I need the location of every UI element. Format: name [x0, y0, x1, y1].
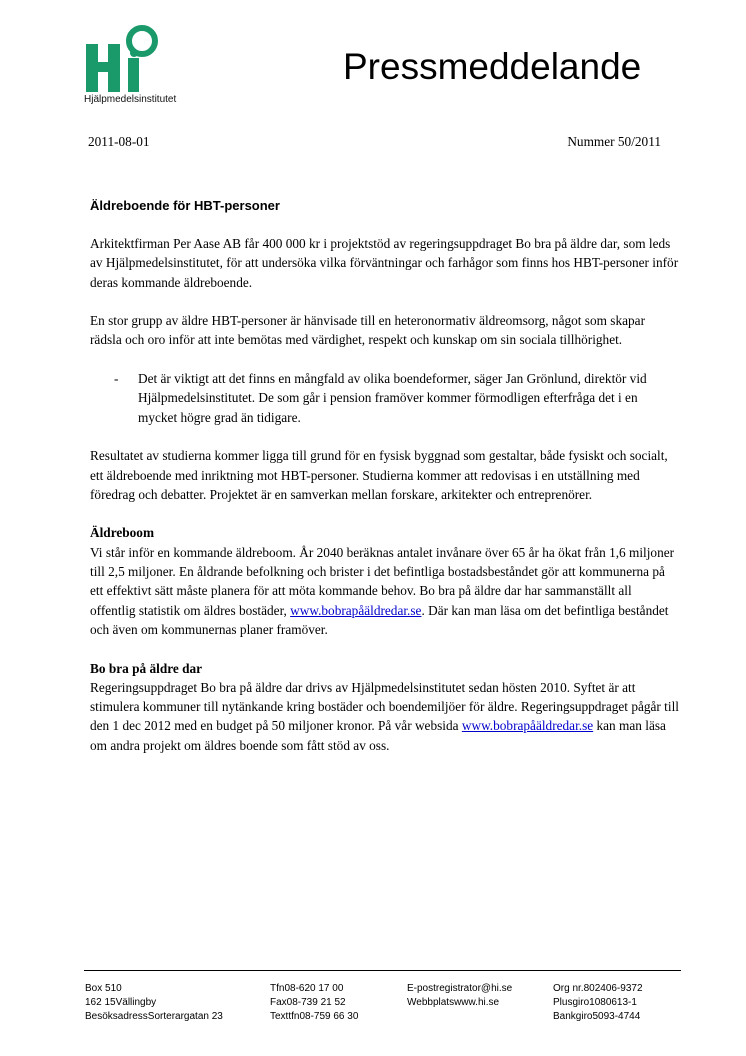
section-text: Regeringsuppdraget Bo bra på äldre dar drivs av Hjälpmedelsinstitutet sedan hösten 2010. Syftet är att stimulera kommuner till nytänkande kring bostäder och boendemiljöer för äldre. Regeringsuppdraget pågår till den 1 dec 2012 med en budget på 50 miljoner kronor. På vår websida: [90, 679, 679, 734]
footer-address: [85, 982, 223, 1024]
footer-line: Webbplatswww.hi.se: [407, 997, 500, 1008]
footer-line: BesöksadressSorterargatan 23: [85, 1011, 223, 1022]
section-text: Vi står inför en kommande äldreboom. År 2040 beräknas antalet invånare över 65 år ha ökat från 1,6 miljoner till 2,5 miljoner. En åldrande befolkning och brister i det befintliga bostadsbeståndet gör att kommunerna på ett effektivt sätt måste planera för att möta kommande behov. Bo bra på äldre dar har sammanställt all offentlig statistik om äldres bostäder,: [90, 544, 675, 618]
org-name: Hjälpmedelsinstitutet: [84, 94, 177, 105]
logo-lettering: HI: [84, 90, 85, 91]
document-type-title: Pressmeddelande: [343, 46, 642, 87]
section-title-aldreboom: Äldreboom: [90, 525, 155, 541]
footer-line: E-postregistrator@hi.se: [407, 983, 513, 994]
section-text: kan man läsa om andra projekt om äldres boende som fått stöd av oss.: [90, 718, 666, 753]
quote-text: Det är viktigt att det finns en mångfald av olika boendeformer, säger Jan Grönlund, direktör vid Hjälpmedelsinstitutet. De som går i pension framöver kommer förmodligen efterfråga det i en mycket högre grad än tidigare.: [138, 371, 647, 425]
footer-line: Org nr.802406-9372: [553, 983, 643, 994]
release-number: Nummer 50/2011: [567, 134, 661, 149]
footer-divider: [84, 970, 681, 971]
paragraph-intro: Arkitektfirman Per Aase AB får 400 000 kr i projektstöd av regeringsuppdraget Bo bra på äldre dar, som leds av Hjälpmedelsinstitutet, för att undersöka vilka förväntningar och farhågor som finns hos HBT-personer inför deras kommande äldreboende.: [90, 236, 679, 290]
quote-block: [114, 369, 680, 427]
website-link[interactable]: www.bobrapåäldredar.se: [461, 718, 594, 734]
footer-bank: [553, 982, 643, 1024]
website-link[interactable]: www.bobrapåäldredar.se: [290, 602, 422, 618]
article-body: [90, 234, 680, 774]
footer-line: Tfn08-620 17 00: [270, 983, 344, 994]
release-date: 2011-08-01: [88, 134, 150, 149]
footer-line: Bankgiro5093-4744: [553, 1011, 641, 1022]
footer-phone: [270, 982, 358, 1024]
footer-line: Box 510: [85, 983, 122, 994]
footer-line: Plusgiro1080613-1: [553, 997, 637, 1008]
section-bo-bra: [90, 659, 680, 755]
headline: Äldreboende för HBT-personer: [90, 198, 280, 213]
section-text: . Där kan man läsa om det befintliga beståndet och även om kommunernas planer framöver.: [90, 602, 669, 637]
footer-line: Fax08-739 21 52: [270, 997, 346, 1008]
footer-line: Texttfn08-759 66 30: [270, 1011, 359, 1022]
section-aldreboom: [90, 523, 680, 639]
quote-dash: -: [114, 371, 119, 387]
section-title-bo-bra: Bo bra på äldre dar: [90, 660, 203, 676]
paragraph-background: En stor grupp av äldre HBT-personer är hänvisade till en heteronormativ äldreomsorg, något som skapar rädsla och oro inför att inte bemötas med värdighet, respekt och kunskap om sin sociala tillhörighet.: [90, 313, 645, 348]
footer-web: [407, 982, 512, 1010]
paragraph-results: Resultatet av studierna kommer ligga till grund för en fysisk byggnad som gestaltar, både fysiskt och socialt, ett äldreboende med inriktning mot HBT-personer. Studierna kommer att redovisas i en utställning med föredrag och debatter. Projektet är en samverkan mellan forskare, arkitekter och entreprenörer.: [90, 448, 668, 502]
footer-line: 162 15Vällingby: [85, 997, 157, 1008]
